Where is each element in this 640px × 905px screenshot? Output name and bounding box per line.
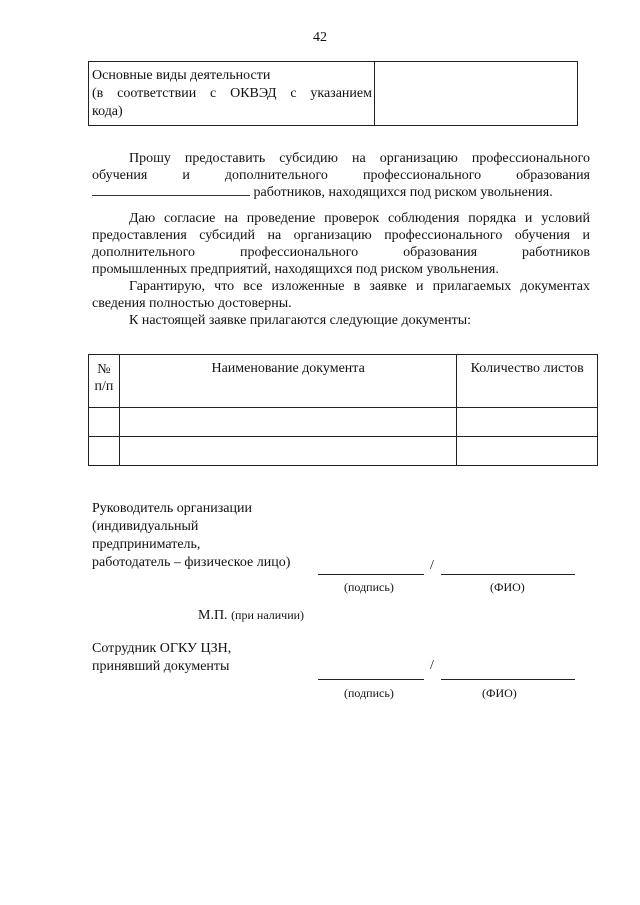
head-line2: (индивидуальный xyxy=(92,519,199,534)
guarantee-line2: сведения полностью достоверны. xyxy=(92,296,292,311)
attached-intro: К настоящей заявке прилагаются следующие документы: xyxy=(129,313,471,328)
header-num-line2: п/п xyxy=(94,379,114,394)
documents-table xyxy=(88,354,598,466)
header-num xyxy=(89,355,120,408)
okved-label-line1: Основные виды деятельности xyxy=(92,68,271,83)
table-row xyxy=(89,437,598,466)
header-num-line1: № xyxy=(97,362,111,377)
consent-line1: Даю согласие на проведение проверок соблюдения порядка и условий xyxy=(129,211,590,226)
stamp-label: М.П. xyxy=(198,608,228,623)
row-num-cell[interactable] xyxy=(89,437,120,466)
header-sheets: Количество листов xyxy=(457,355,598,408)
stamp-note: (при наличии) xyxy=(231,608,305,622)
employee-signature-label xyxy=(92,640,231,676)
employee-slash: / xyxy=(430,658,434,673)
request-line2: обучения и дополнительного профессионального образования xyxy=(92,168,590,183)
head-line3: предприниматель, xyxy=(92,537,201,552)
head-line4: работодатель – физическое лицо) xyxy=(92,555,291,570)
request-paragraph xyxy=(92,150,590,201)
page-number: 42 xyxy=(313,30,327,45)
stamp-mark xyxy=(198,608,304,624)
head-sign-line[interactable] xyxy=(318,574,424,575)
employee-line2: принявший документы xyxy=(92,659,230,674)
employee-sign-caption: (подпись) xyxy=(344,686,394,700)
employee-line1: Сотрудник ОГКУ ЦЗН, xyxy=(92,641,232,656)
row-name-cell[interactable] xyxy=(119,408,457,437)
okved-value-cell[interactable] xyxy=(379,66,569,120)
head-signature-label xyxy=(92,500,290,572)
head-slash: / xyxy=(430,558,434,573)
guarantee-line1: Гарантирую, что все изложенные в заявке и прилагаемых документах xyxy=(129,279,590,294)
head-sign-caption: (подпись) xyxy=(344,580,394,594)
okved-table xyxy=(88,61,578,126)
okved-label-line3: кода) xyxy=(92,104,123,119)
header-name: Наименование документа xyxy=(119,355,457,408)
employee-name-line[interactable] xyxy=(441,679,575,680)
row-sheets-cell[interactable] xyxy=(457,408,598,437)
consent-paragraph xyxy=(92,210,590,329)
head-name-caption: (ФИО) xyxy=(490,580,525,594)
consent-line4: промышленных предприятий, находящихся под риском увольнения. xyxy=(92,262,499,277)
request-line1: Прошу предоставить субсидию на организацию профессионального xyxy=(129,151,590,166)
head-name-line[interactable] xyxy=(441,574,575,575)
blank-field[interactable] xyxy=(92,184,250,196)
row-name-cell[interactable] xyxy=(119,437,457,466)
okved-label-line2: (в соответствии с ОКВЭД с указанием xyxy=(92,86,372,101)
okved-label xyxy=(92,67,372,121)
request-line3 xyxy=(92,184,590,201)
consent-line2: предоставления субсидий на организацию профессионального обучения и xyxy=(92,228,590,243)
okved-divider xyxy=(374,62,375,125)
consent-line3: дополнительного профессионального образования работников xyxy=(92,245,590,260)
employee-sign-line[interactable] xyxy=(318,679,424,680)
table-row xyxy=(89,408,598,437)
employee-name-caption: (ФИО) xyxy=(482,686,517,700)
head-line1: Руководитель организации xyxy=(92,501,252,516)
request-line3-tail: работников, находящихся под риском увольнения. xyxy=(253,185,553,200)
row-num-cell[interactable] xyxy=(89,408,120,437)
row-sheets-cell[interactable] xyxy=(457,437,598,466)
table-header-row xyxy=(89,355,598,408)
